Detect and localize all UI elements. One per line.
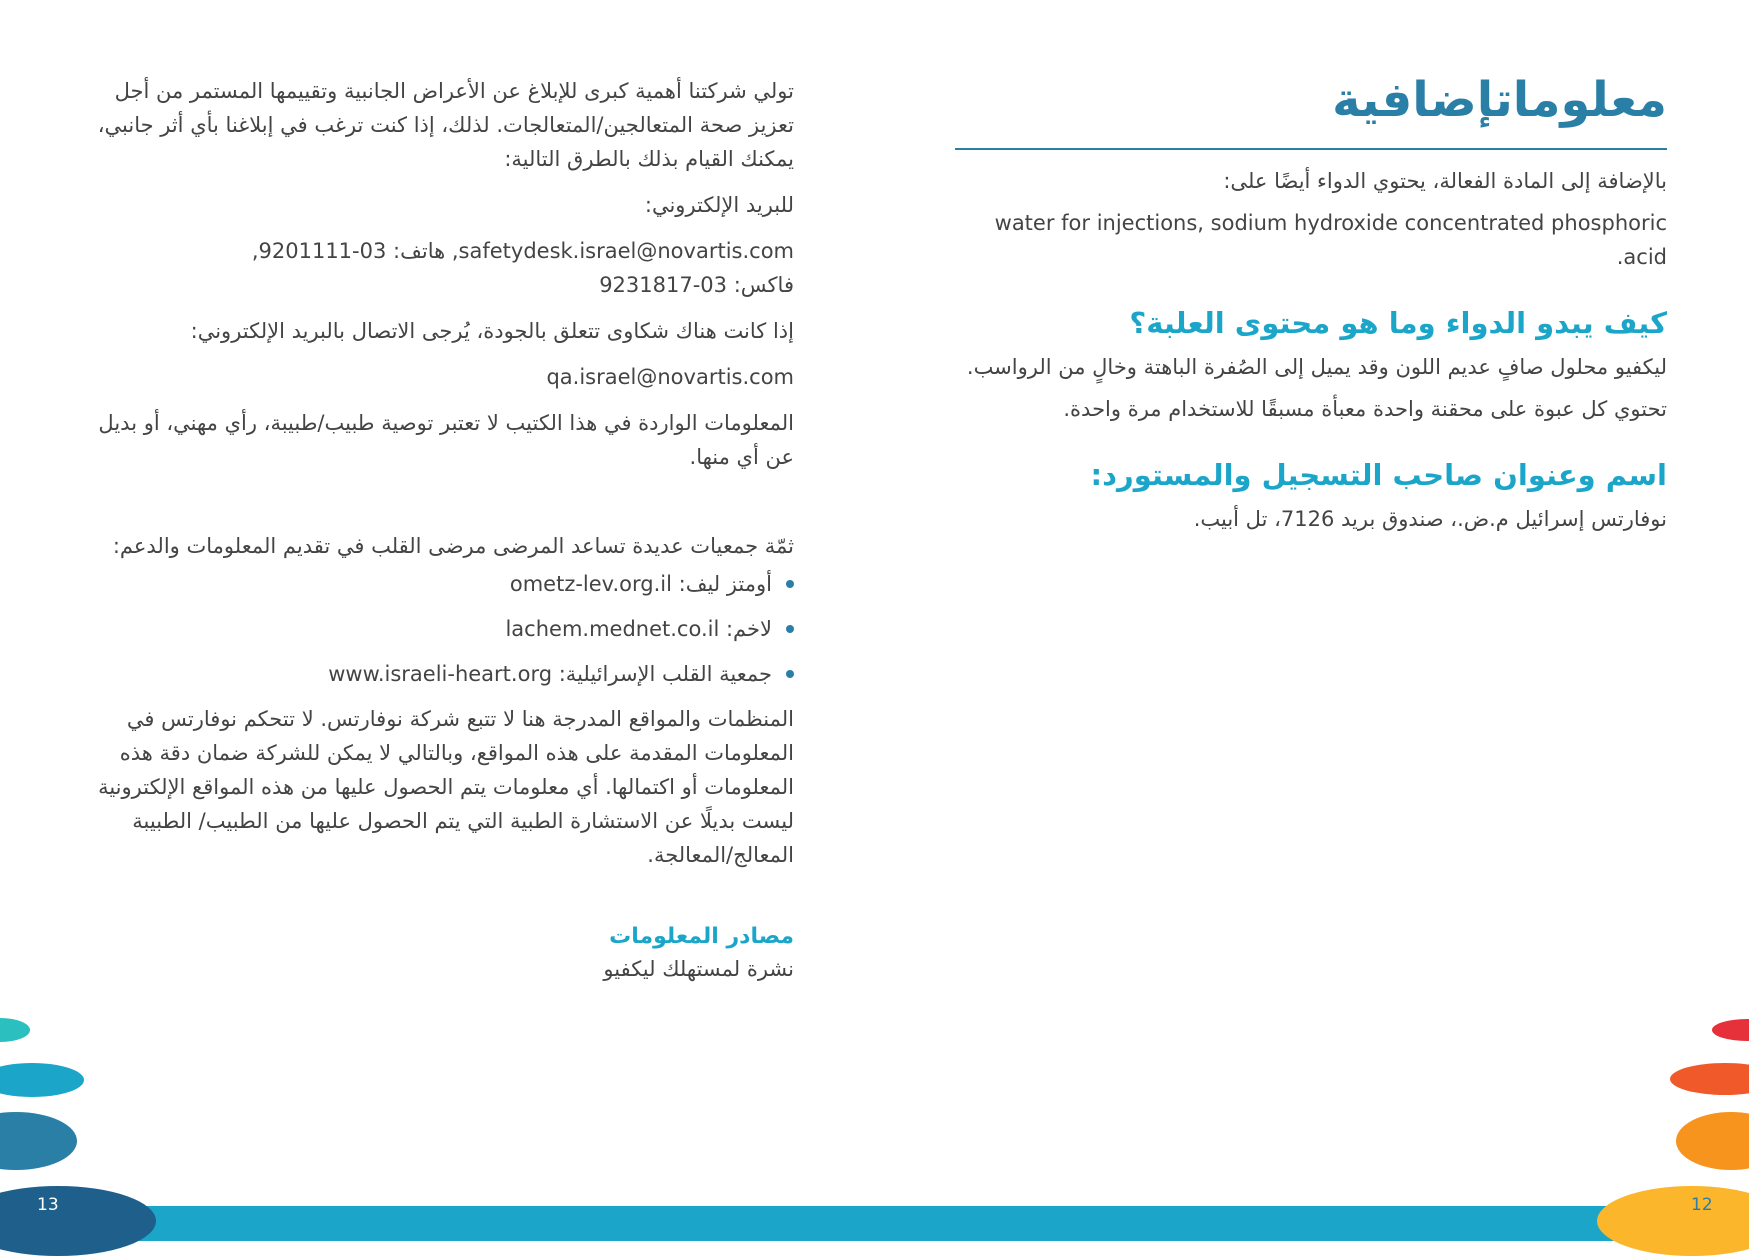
reporting-paragraph: تولي شركتنا أهمية كبرى للإبلاغ عن الأعراض الجانبية وتقييمها المستمر من أجل تعزيز صحة المتعالجين/المتعالجات. لذلك، إذا كنت ترغب في إبلاغنا بأي أثر جانبي، يمكنك القيام بذلك بالطرق التالية:	[97, 79, 794, 171]
page-number-left: 13	[37, 1195, 59, 1215]
association-name: جمعية القلب الإسرائيلية:	[558, 662, 772, 686]
external-sites-paragraph: المنظمات والمواقع المدرجة هنا لا تتبع شركة نوفارتس. لا تتحكم نوفارتس في المعلومات المقدمة على هذه المواقع، وبالتالي لا يمكن للشركة ضمان دقة هذه المعلومات أو اكتمالها. أي معلومات يتم الحصول عليها من هذه المواقع الإلكترونية ليست بديلًا عن الاستشارة الطبية التي يتم الحصول عليها من الطبيب/ الطبيبة المعالج/المعالجة.	[98, 707, 794, 867]
quality-email: qa.israel@novartis.com	[546, 365, 794, 389]
footer-bar	[0, 1206, 1749, 1241]
association-name: أومتز ليف:	[678, 572, 772, 596]
sources-heading: مصادر المعلومات	[609, 924, 794, 949]
list-item	[82, 657, 794, 691]
bullet-icon	[786, 580, 794, 588]
decorative-blob	[1676, 1112, 1749, 1170]
association-link[interactable]: www.israeli-heart.org	[328, 662, 553, 686]
decorative-blob	[1597, 1186, 1749, 1256]
decorative-blob	[1670, 1063, 1749, 1095]
left-page-content	[82, 74, 794, 986]
decorative-blob	[1712, 1019, 1749, 1041]
list-item	[82, 612, 794, 646]
appearance-line-2: تحتوي كل عبوة على محقنة واحدة معبأة مسبقًا للاستخدام مرة واحدة.	[1063, 397, 1667, 421]
association-link[interactable]: lachem.mednet.co.il	[505, 617, 720, 641]
page-title: معلوماتإضافية	[1332, 72, 1667, 128]
association-link[interactable]: ometz-lev.org.il	[509, 572, 672, 596]
decorative-blob	[0, 1186, 156, 1256]
list-item	[82, 567, 794, 601]
quality-paragraph: إذا كانت هناك شكاوى تتعلق بالجودة، يُرجى الاتصال بالبريد الإلكتروني:	[190, 319, 794, 343]
ingredients-list: water for injections, sodium hydroxide concentrated phosphoric acid.	[994, 211, 1667, 269]
bullet-icon	[786, 625, 794, 633]
appearance-line-1: ليكفيو محلول صافٍ عديم اللون وقد يميل إلى الصُفرة الباهتة وخالٍ من الرواسب.	[966, 355, 1667, 379]
ingredients-intro: بالإضافة إلى المادة الفعالة، يحتوي الدواء أيضًا على:	[1223, 169, 1667, 193]
email-label: للبريد الإلكتروني:	[644, 193, 794, 217]
sources-text: نشرة لمستهلك ليكفيو	[603, 957, 794, 981]
decorative-blob	[0, 1063, 84, 1097]
association-name: لاخم:	[725, 617, 772, 641]
disclaimer-paragraph: المعلومات الواردة في هذا الكتيب لا تعتبر توصية طبيب/طبيبة، رأي مهني، أو بديل عن أي منها.	[98, 411, 794, 469]
holder-heading: اسم وعنوان صاحب التسجيل والمستورد:	[1090, 458, 1667, 492]
right-page-content	[955, 72, 1667, 536]
decorative-blob	[0, 1112, 77, 1170]
associations-list	[82, 567, 794, 691]
title-divider	[955, 148, 1667, 150]
page-number-right: 12	[1691, 1195, 1713, 1215]
contact-line-fax: فاكس: 03-9231817	[599, 273, 794, 297]
contact-line-email-phone: safetydesk.israel@novartis.com, هاتف: 03-9201111,	[251, 239, 794, 263]
holder-address: نوفارتس إسرائيل م.ض.، صندوق بريد 7126، تل أبيب.	[1193, 507, 1667, 531]
decorative-blob	[0, 1018, 30, 1042]
appearance-heading: كيف يبدو الدواء وما هو محتوى العلبة؟	[1129, 306, 1667, 340]
bullet-icon	[786, 670, 794, 678]
associations-intro: ثمّة جمعيات عديدة تساعد المرضى مرضى القلب في تقديم المعلومات والدعم:	[112, 534, 794, 558]
